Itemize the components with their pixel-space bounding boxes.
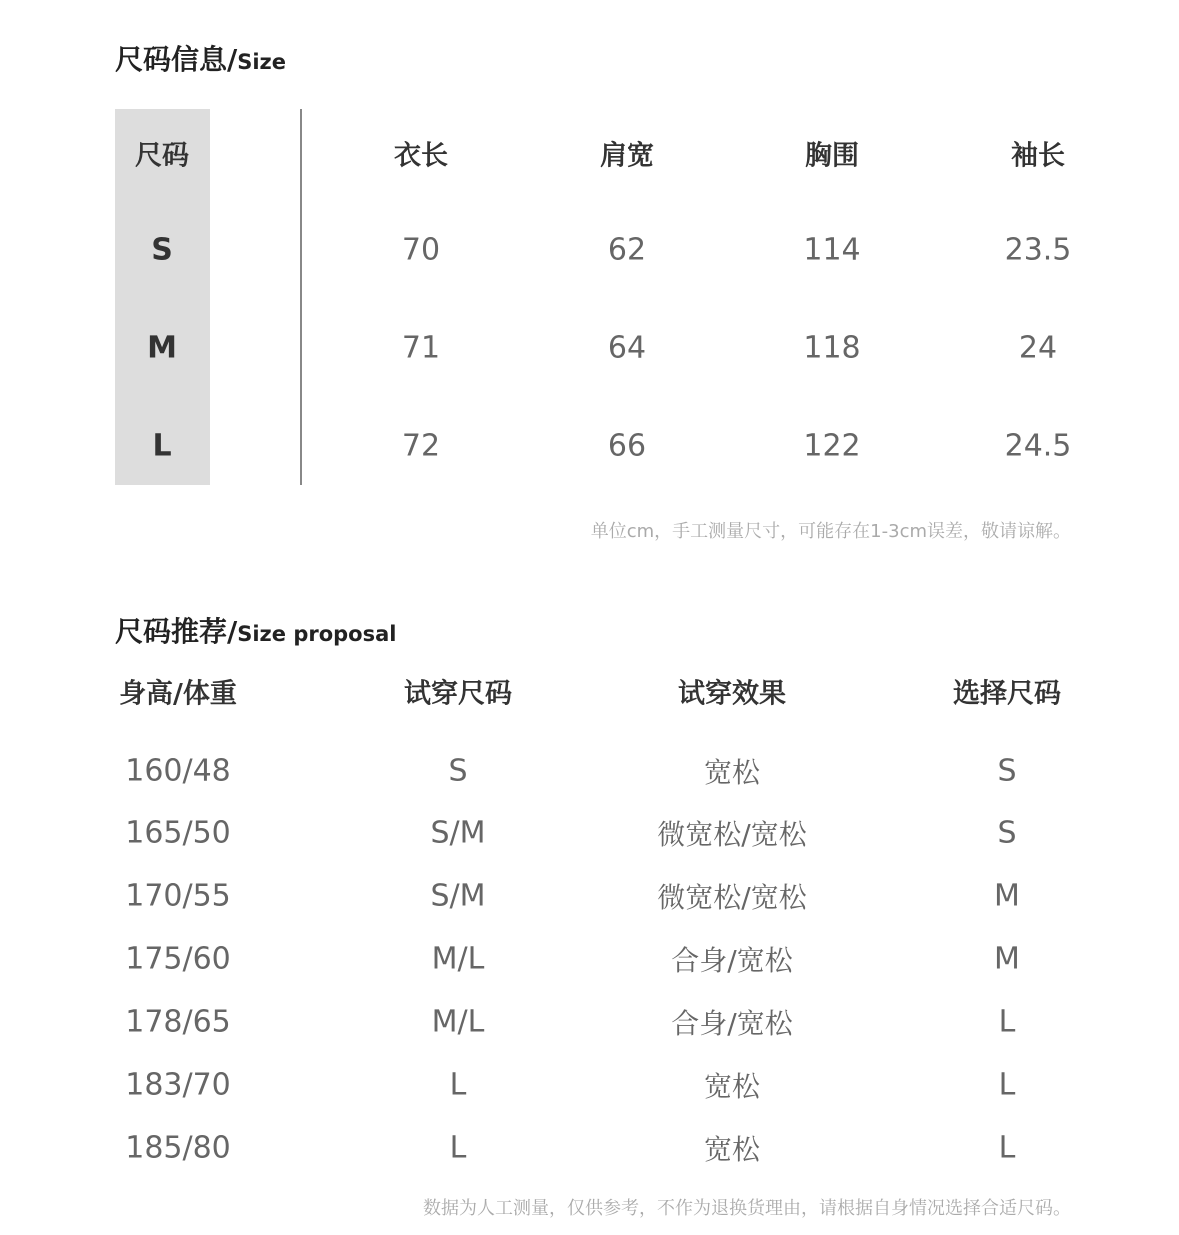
proposal-table-cell: L	[998, 1004, 1016, 1040]
size-label: L	[152, 428, 172, 464]
proposal-table-cell: 185/80	[125, 1130, 231, 1166]
proposal-table-cell: 宽松	[703, 756, 761, 789]
size-table-cell: 71	[401, 330, 441, 366]
size-proposal-title: 尺码推荐/Size proposal	[115, 615, 397, 648]
proposal-table-cell: S	[997, 753, 1017, 789]
proposal-table-header: 试穿效果	[678, 678, 786, 710]
proposal-table-header: 试穿尺码	[404, 678, 512, 710]
proposal-table-cell: M/L	[431, 1004, 485, 1040]
size-table-cell: 66	[607, 428, 647, 464]
proposal-table-header: 身高/体重	[119, 678, 237, 710]
proposal-table-cell: 微宽松/宽松	[657, 818, 807, 851]
size-table-cell: 24	[1018, 330, 1058, 366]
size-table-cell: 118	[803, 330, 861, 366]
size-table-cell: 122	[803, 428, 861, 464]
proposal-table-cell: 178/65	[125, 1004, 231, 1040]
proposal-table-cell: S/M	[430, 815, 486, 851]
size-table-note: 单位cm，手工测量尺寸，可能存在1-3cm误差，敬请谅解。	[590, 521, 1071, 542]
proposal-table-cell: M	[994, 878, 1020, 914]
size-table-cell: 114	[803, 232, 861, 268]
size-table-cell: 64	[607, 330, 647, 366]
proposal-table-cell: 合身/宽松	[671, 1007, 793, 1040]
size-proposal-note: 数据为人工测量，仅供参考，不作为退换货理由，请根据自身情况选择合适尺码。	[423, 1198, 1071, 1219]
proposal-table-cell: 183/70	[125, 1067, 231, 1103]
proposal-table-cell: 160/48	[125, 753, 231, 789]
size-label: M	[147, 330, 177, 366]
proposal-table-cell: L	[998, 1067, 1016, 1103]
size-table-header: 肩宽	[600, 140, 654, 172]
size-table-header: 尺码	[135, 140, 189, 172]
size-label: S	[151, 232, 173, 268]
proposal-table-header: 选择尺码	[953, 678, 1061, 710]
size-table-cell: 70	[401, 232, 441, 268]
proposal-table-cell: L	[449, 1130, 467, 1166]
proposal-table-cell: 宽松	[703, 1070, 761, 1103]
proposal-table-cell: M	[994, 941, 1020, 977]
proposal-table-cell: S/M	[430, 878, 486, 914]
size-info-title: 尺码信息/Size	[115, 43, 287, 76]
proposal-table-cell: 175/60	[125, 941, 231, 977]
proposal-table-cell: 170/55	[125, 878, 231, 914]
proposal-table-cell: 165/50	[125, 815, 231, 851]
proposal-table-cell: 合身/宽松	[671, 944, 793, 977]
size-table-cell: 23.5	[1004, 232, 1072, 268]
proposal-table-cell: M/L	[431, 941, 485, 977]
size-table-header: 衣长	[394, 140, 448, 172]
proposal-table-cell: 微宽松/宽松	[657, 881, 807, 914]
size-table-cell: 72	[401, 428, 441, 464]
proposal-table-cell: 宽松	[703, 1133, 761, 1166]
proposal-table-cell: L	[998, 1130, 1016, 1166]
size-table-header: 胸围	[805, 140, 859, 172]
proposal-table-cell: S	[997, 815, 1017, 851]
proposal-table-cell: S	[448, 753, 468, 789]
proposal-table-cell: L	[449, 1067, 467, 1103]
size-table-divider	[300, 109, 302, 485]
size-table-cell: 24.5	[1004, 428, 1072, 464]
size-table-cell: 62	[607, 232, 647, 268]
size-table-header: 袖长	[1011, 140, 1065, 172]
